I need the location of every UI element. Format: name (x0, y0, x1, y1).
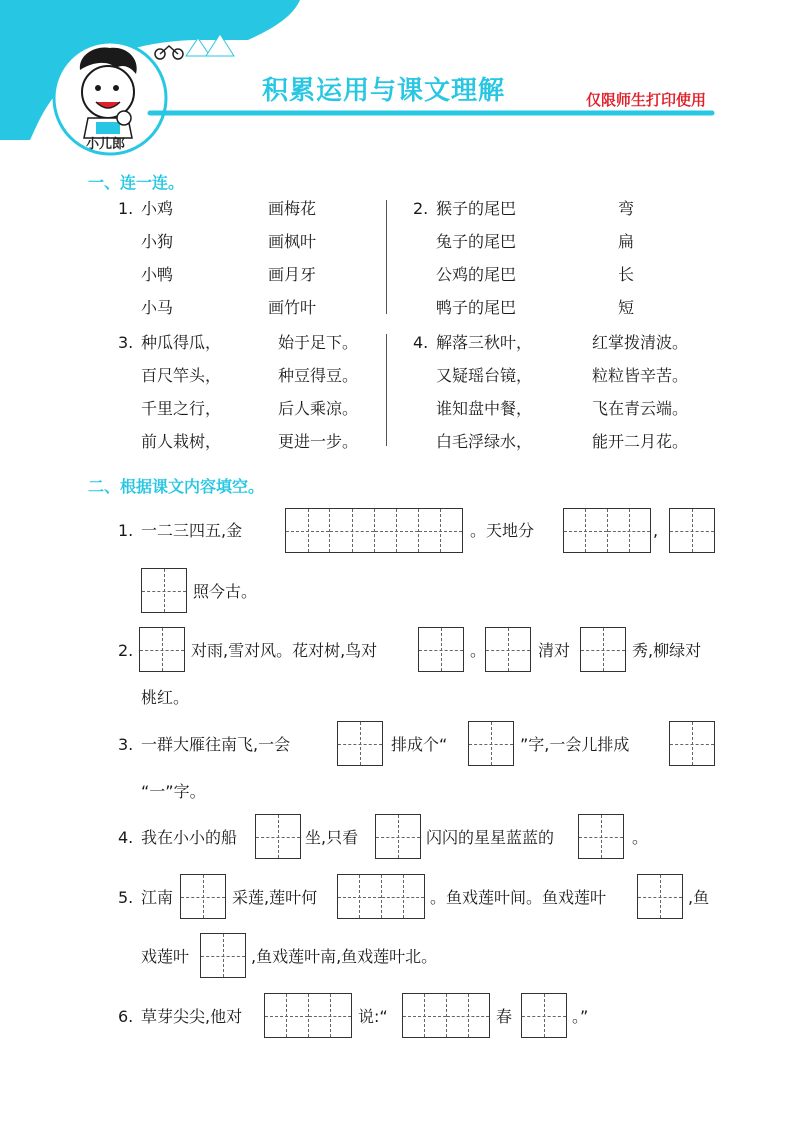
fill-q3-text: 排成个“ (391, 735, 448, 754)
answer-box[interactable] (578, 814, 624, 859)
match-left-item: 小狗 (141, 232, 174, 251)
answer-box[interactable] (337, 874, 425, 919)
column-divider (386, 334, 387, 446)
match-right-item: 画梅花 (268, 199, 317, 218)
fill-q1-text: 一二三四五,金 (141, 521, 243, 540)
page-title: 积累运用与课文理解 (262, 76, 506, 106)
match-left-item: 谁知盘中餐， (436, 399, 533, 418)
answer-box[interactable] (580, 627, 626, 672)
fill-q3-text: “一”字。 (141, 782, 206, 801)
answer-box[interactable] (264, 993, 352, 1038)
fill-q5-text: 采莲,莲叶何 (232, 888, 318, 907)
fill-q1-text: 照今古。 (193, 582, 258, 601)
fill-q3-text: ”字,一会儿排成 (520, 735, 630, 754)
fill-q6-text: 说:“ (358, 1007, 388, 1026)
answer-box[interactable] (141, 568, 187, 613)
match-right-item: 长 (618, 265, 635, 284)
match-right-item: 后人乘凉。 (278, 399, 359, 418)
fill-q3-number: 3. (118, 735, 134, 754)
match-right-item: 画竹叶 (268, 298, 317, 317)
match-right-item: 扁 (618, 232, 635, 251)
match-right-item: 粒粒皆辛苦。 (592, 366, 689, 385)
answer-box[interactable] (255, 814, 301, 859)
answer-box[interactable] (337, 721, 383, 766)
answer-box[interactable] (402, 993, 490, 1038)
match-right-item: 种豆得豆。 (278, 366, 359, 385)
match-left-item: 兔子的尾巴 (436, 232, 517, 251)
fill-q5-text: 戏莲叶 (141, 947, 190, 966)
match-left-item: 又疑瑶台镜， (436, 366, 533, 385)
match-right-item: 飞在青云端。 (592, 399, 689, 418)
answer-box[interactable] (180, 874, 226, 919)
match-left-item: 小鸭 (141, 265, 174, 284)
fill-q6-number: 6. (118, 1007, 134, 1026)
fill-q6-text: 。” (572, 1007, 589, 1026)
fill-q5-text: ,鱼 (688, 888, 710, 907)
answer-box[interactable] (200, 933, 246, 978)
match-right-item: 红掌拨清波。 (592, 333, 689, 352)
match-left-item: 解落三秋叶， (436, 333, 533, 352)
fill-q4-text: 坐,只看 (305, 828, 359, 847)
answer-box[interactable] (669, 508, 715, 553)
q3-number: 3. (118, 333, 134, 352)
match-left-item: 猴子的尾巴 (436, 199, 517, 218)
fill-q1-text: 。天地分 (470, 521, 535, 540)
answer-box[interactable] (139, 627, 185, 672)
match-left-item: 公鸡的尾巴 (436, 265, 517, 284)
match-left-item: 小鸡 (141, 199, 174, 218)
match-left-item: 前人栽树， (141, 432, 222, 451)
answer-box[interactable] (375, 814, 421, 859)
match-left-item: 百尺竿头， (141, 366, 222, 385)
fill-q3-text: 一群大雁往南飞,一会 (141, 735, 291, 754)
match-right-item: 画枫叶 (268, 232, 317, 251)
match-left-item: 白毛浮绿水， (436, 432, 533, 451)
boy-mascot-icon (80, 47, 137, 138)
fill-q1-text: , (653, 521, 659, 540)
match-right-item: 始于足下。 (278, 333, 359, 352)
answer-box[interactable] (285, 508, 463, 553)
answer-box[interactable] (637, 874, 683, 919)
fill-q6-text: 草芽尖尖,他对 (141, 1007, 243, 1026)
q4-number: 4. (413, 333, 429, 352)
answer-box[interactable] (563, 508, 651, 553)
section1-title: 一、连一连。 (88, 173, 185, 192)
column-divider (386, 200, 387, 314)
answer-box[interactable] (468, 721, 514, 766)
print-notice: 仅限师生打印使用 (586, 91, 707, 109)
fill-q6-text: 春 (496, 1007, 513, 1026)
match-left-item: 种瓜得瓜， (141, 333, 222, 352)
match-left-item: 千里之行， (141, 399, 222, 418)
fill-q5-text: ,鱼戏莲叶南,鱼戏莲叶北。 (251, 947, 438, 966)
fill-q2-number: 2. (118, 641, 134, 660)
fill-q4-number: 4. (118, 828, 134, 847)
section2-title: 二、根据课文内容填空。 (88, 477, 265, 496)
fill-q2-text: 。 (470, 641, 487, 660)
fill-q4-text: 我在小小的船 (141, 828, 238, 847)
fill-q1-number: 1. (118, 521, 134, 540)
match-left-item: 鸭子的尾巴 (436, 298, 517, 317)
fill-q5-number: 5. (118, 888, 134, 907)
fill-q4-text: 。 (632, 828, 649, 847)
brand-label: 小儿郎 (86, 137, 126, 152)
fill-q5-text: 。鱼戏莲叶间。鱼戏莲叶 (430, 888, 607, 907)
answer-box[interactable] (418, 627, 464, 672)
match-right-item: 能开二月花。 (592, 432, 689, 451)
fill-q2-text: 秀,柳绿对 (632, 641, 702, 660)
fill-q5-text: 江南 (141, 888, 174, 907)
fill-q2-text: 清对 (538, 641, 571, 660)
match-right-item: 短 (618, 298, 635, 317)
match-right-item: 画月牙 (268, 265, 317, 284)
q1-number: 1. (118, 199, 134, 218)
answer-box[interactable] (669, 721, 715, 766)
answer-box[interactable] (521, 993, 567, 1038)
match-right-item: 弯 (618, 199, 635, 218)
q2-number: 2. (413, 199, 429, 218)
answer-box[interactable] (485, 627, 531, 672)
fill-q2-text: 对雨,雪对风。花对树,鸟对 (191, 641, 378, 660)
fill-q4-text: 闪闪的星星蓝蓝的 (426, 828, 555, 847)
bicycle-icon (155, 46, 183, 59)
match-left-item: 小马 (141, 298, 174, 317)
fill-q2-text: 桃红。 (141, 688, 190, 707)
match-right-item: 更进一步。 (278, 432, 359, 451)
